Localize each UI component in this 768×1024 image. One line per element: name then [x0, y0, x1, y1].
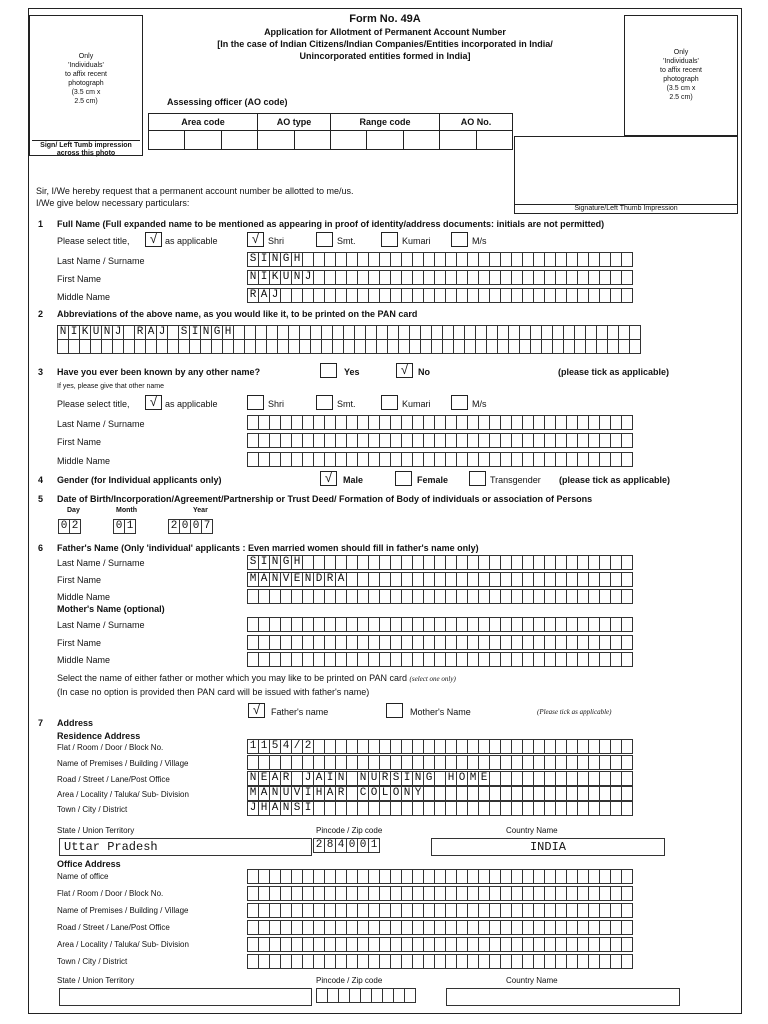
char-cell[interactable] [621, 954, 633, 969]
char-cell[interactable]: I [302, 801, 314, 816]
char-cell[interactable] [621, 771, 633, 786]
s2-abbrev-grid-2[interactable] [57, 339, 641, 354]
form-number: Form No. 49A [349, 13, 421, 25]
char-cell[interactable]: G [280, 555, 292, 570]
char-cell[interactable]: A [258, 572, 270, 587]
char-cell[interactable]: 0 [58, 519, 70, 534]
s3-smt-checkbox[interactable] [316, 395, 333, 410]
s7-flat-label: Flat / Room / Door / Block No. [57, 743, 164, 752]
s6-mother-middle-grid[interactable] [247, 652, 633, 667]
s7-premises-label: Name of Premises / Building / Village [57, 759, 189, 768]
s7-residence-title: Residence Address [57, 731, 141, 741]
s7-state-label: State / Union Territory [57, 826, 135, 835]
char-cell[interactable]: 0 [190, 519, 202, 534]
s1-last-label: Last Name / Surname [57, 256, 145, 266]
char-cell[interactable] [621, 589, 633, 604]
char-cell[interactable]: U [280, 270, 292, 285]
char-cell[interactable]: K [79, 325, 91, 340]
char-cell[interactable]: 4 [280, 739, 292, 754]
s1-shri-checkbox[interactable] [247, 232, 264, 247]
char-cell[interactable]: N [101, 325, 113, 340]
s1-kumari-label: Kumari [402, 236, 431, 246]
char-cell[interactable]: I [258, 555, 270, 570]
char-cell[interactable] [404, 988, 416, 1003]
char-cell[interactable]: / [291, 739, 303, 754]
char-cell[interactable]: H [291, 252, 303, 267]
char-cell[interactable]: R [134, 325, 146, 340]
char-cell[interactable] [621, 572, 633, 587]
char-cell[interactable] [629, 339, 641, 354]
ao-cell[interactable] [185, 131, 221, 150]
tick-icon: √ [400, 362, 409, 377]
form-subtitle-2: Unincorporated entities formed in India] [299, 51, 471, 61]
s6-mother-title: Mother's Name (optional) [57, 604, 165, 614]
char-cell[interactable] [621, 755, 633, 770]
s3-example-checkbox [145, 395, 162, 410]
s6-middle-label: Middle Name [57, 592, 111, 602]
char-cell[interactable]: S [291, 801, 303, 816]
char-cell[interactable] [621, 920, 633, 935]
char-cell[interactable]: 0 [179, 519, 191, 534]
s7-office-country-field[interactable] [446, 988, 680, 1006]
s4-number: 4 [38, 475, 44, 485]
char-cell[interactable]: 7 [201, 519, 213, 534]
s3-title: Have you ever been known by any other name? [57, 367, 261, 377]
char-cell[interactable]: M [247, 786, 259, 801]
s6-mothers-name-label: Mother's Name [410, 707, 471, 717]
char-cell[interactable]: 0 [113, 519, 125, 534]
char-cell[interactable]: A [258, 786, 270, 801]
char-cell[interactable]: J [269, 288, 281, 303]
ao-no-header: AO No. [440, 114, 513, 131]
char-cell[interactable]: S [247, 555, 259, 570]
s3-ms-checkbox[interactable] [451, 395, 468, 410]
s3-last-label: Last Name / Surname [57, 419, 145, 429]
s7-office-flat-label: Flat / Room / Door / Block No. [57, 889, 164, 898]
ao-cell[interactable] [367, 131, 403, 150]
char-cell[interactable]: N [269, 572, 281, 587]
s6-select-note-text: Select the name of either father or mother which you may like to be printed on PAN card [57, 673, 408, 683]
tick-icon: √ [149, 231, 158, 246]
s3-middle-name-grid[interactable] [247, 452, 633, 467]
s3-first-name-grid[interactable] [247, 433, 633, 448]
s6-last-label: Last Name / Surname [57, 558, 145, 568]
char-cell[interactable]: N [302, 572, 314, 587]
char-cell[interactable]: I [401, 771, 413, 786]
char-cell[interactable]: U [368, 771, 380, 786]
char-cell[interactable]: 0 [357, 838, 369, 853]
s2-abbrev-grid-1[interactable] [57, 325, 641, 340]
char-cell[interactable]: 4 [335, 838, 347, 853]
char-cell[interactable]: J [302, 771, 314, 786]
char-cell[interactable]: I [258, 270, 270, 285]
s3-kumari-label: Kumari [402, 399, 431, 409]
char-cell[interactable]: O [368, 786, 380, 801]
char-cell[interactable]: G [280, 252, 292, 267]
s5-year-grid[interactable] [168, 519, 213, 534]
s6-number: 6 [38, 543, 44, 553]
char-cell[interactable] [621, 869, 633, 884]
s5-number: 5 [38, 494, 44, 504]
s4-male-label: Male [343, 475, 364, 485]
s7-number: 7 [38, 718, 44, 728]
char-cell[interactable]: 2 [168, 519, 180, 534]
s2-number: 2 [38, 309, 44, 319]
char-cell[interactable]: A [269, 771, 281, 786]
s1-smt-checkbox[interactable] [316, 232, 333, 247]
signature-caption: Signature/Left Thumb Impression [515, 204, 737, 212]
s7-res-road-grid[interactable] [247, 771, 633, 786]
s6-fathers-name-label: Father's name [271, 707, 329, 717]
s6-tick-note: (Please tick as applicable) [537, 708, 612, 716]
s7-office-flat-grid[interactable] [247, 886, 633, 901]
char-cell[interactable]: N [247, 771, 259, 786]
s1-example-checkbox [145, 232, 162, 247]
s7-office-premises-grid[interactable] [247, 903, 633, 918]
s1-smt-label: Smt. [337, 236, 356, 246]
s1-as-applicable: as applicable [165, 236, 218, 246]
s7-office-road-grid[interactable] [247, 920, 633, 935]
char-cell[interactable]: N [269, 555, 281, 570]
s7-country-value: INDIA [529, 840, 566, 854]
s7-res-state-field[interactable] [59, 838, 312, 856]
s3-tick-note: (please tick as applicable) [558, 367, 670, 377]
char-cell[interactable]: J [112, 325, 124, 340]
s3-number: 3 [38, 367, 44, 377]
char-cell[interactable] [621, 433, 633, 448]
s4-title: Gender (for Individual applicants only) [57, 475, 222, 485]
char-cell[interactable] [621, 801, 633, 816]
s1-first-name-grid[interactable] [247, 270, 633, 285]
char-cell[interactable]: N [269, 786, 281, 801]
char-cell[interactable]: N [335, 771, 347, 786]
ao-area-code-header: Area code [149, 114, 258, 131]
photo-caption-left: Sign/ Left Tumb impression across this photo [32, 140, 140, 158]
s6-mother-first-grid[interactable] [247, 635, 633, 650]
char-cell[interactable]: A [324, 786, 336, 801]
char-cell[interactable] [621, 903, 633, 918]
char-cell[interactable]: S [178, 325, 190, 340]
char-cell[interactable]: D [313, 572, 325, 587]
char-cell[interactable]: U [90, 325, 102, 340]
char-cell[interactable]: N [357, 771, 369, 786]
s1-number: 1 [38, 219, 44, 229]
char-cell[interactable]: E [478, 771, 490, 786]
s7-town-label: Town / City / District [57, 805, 128, 814]
s3-no-label: No [418, 367, 430, 377]
photo-instruction-right: Only 'Individuals' to affix recent photograph (3.5 cm x 2.5 cm) [660, 49, 702, 101]
s6-title: Father's Name (Only 'individual' applicants : Even married women should fill in father's name only) [57, 543, 479, 553]
s3-subnote: If yes, please give that other name [57, 383, 165, 390]
s5-title: Date of Birth/Incorporation/Agreement/Partnership or Trust Deed/ Formation of Body of individuals or association of Persons [57, 494, 593, 504]
char-cell[interactable] [621, 739, 633, 754]
char-cell[interactable]: H [313, 786, 325, 801]
s7-office-area-grid[interactable] [247, 937, 633, 952]
char-cell[interactable] [621, 937, 633, 952]
char-cell[interactable] [629, 325, 641, 340]
char-cell[interactable] [621, 886, 633, 901]
char-cell[interactable]: N [291, 270, 303, 285]
s6-father-last-grid[interactable] [247, 555, 633, 570]
s4-male-checkbox[interactable] [320, 471, 337, 486]
s1-shri-label: Shri [268, 236, 285, 246]
intro-line-1: Sir, I/We hereby request that a permanent account number be allotted to me/us. [36, 186, 354, 196]
s1-kumari-checkbox[interactable] [381, 232, 398, 247]
char-cell[interactable]: 1 [258, 739, 270, 754]
char-cell[interactable] [621, 288, 633, 303]
s6-select-one-only: (select one only) [409, 675, 456, 683]
char-cell[interactable]: S [247, 252, 259, 267]
char-cell[interactable]: 5 [269, 739, 281, 754]
char-cell[interactable] [621, 617, 633, 632]
s7-office-name-label: Name of office [57, 872, 109, 881]
s6-mother-first-label: First Name [57, 638, 102, 648]
char-cell[interactable]: H [445, 771, 457, 786]
char-cell[interactable]: N [401, 786, 413, 801]
char-cell[interactable]: K [269, 270, 281, 285]
s5-month-grid[interactable] [113, 519, 136, 534]
char-cell[interactable]: J [247, 801, 259, 816]
char-cell[interactable] [621, 635, 633, 650]
ao-type-header: AO type [258, 114, 331, 131]
s7-res-town-grid[interactable] [247, 801, 633, 816]
s1-middle-label: Middle Name [57, 292, 111, 302]
s6-mothers-name-checkbox[interactable] [386, 703, 403, 718]
char-cell[interactable]: R [280, 771, 292, 786]
s6-select-note [57, 673, 456, 683]
char-cell[interactable]: E [258, 771, 270, 786]
s5-day-grid[interactable] [58, 519, 81, 534]
char-cell[interactable]: G [423, 771, 435, 786]
char-cell[interactable]: I [324, 771, 336, 786]
s7-office-pincode-grid[interactable] [316, 988, 416, 1003]
char-cell[interactable]: 0 [346, 838, 358, 853]
char-cell[interactable]: 2 [302, 739, 314, 754]
s3-as-applicable: as applicable [165, 399, 218, 409]
char-cell[interactable]: R [379, 771, 391, 786]
s3-first-label: First Name [57, 437, 102, 447]
char-cell[interactable]: C [357, 786, 369, 801]
ao-label: Assessing officer (AO code) [167, 97, 288, 107]
char-cell[interactable] [621, 786, 633, 801]
s3-last-name-grid[interactable] [247, 415, 633, 430]
char-cell[interactable]: N [57, 325, 69, 340]
char-cell[interactable]: A [335, 572, 347, 587]
s1-first-label: First Name [57, 274, 102, 284]
s3-ms-label: M/s [472, 399, 487, 409]
intro-line-2: I/We give below necessary particulars: [36, 198, 190, 208]
ao-cell[interactable] [149, 131, 185, 150]
char-cell[interactable] [621, 555, 633, 570]
char-cell[interactable]: A [269, 801, 281, 816]
s6-default-note: (In case no option is provided then PAN card will be issued with father's name) [57, 687, 370, 697]
char-cell[interactable]: V [280, 572, 292, 587]
char-cell[interactable]: U [280, 786, 292, 801]
char-cell[interactable]: I [302, 786, 314, 801]
s7-office-state-field[interactable] [59, 988, 312, 1006]
photo-box-left [29, 15, 143, 156]
char-cell[interactable]: M [467, 771, 479, 786]
char-cell[interactable] [621, 252, 633, 267]
s7-road-label: Road / Street / Lane/Post Office [57, 775, 170, 784]
ao-code-table [148, 113, 513, 150]
s6-mother-last-label: Last Name / Surname [57, 620, 145, 630]
char-cell[interactable]: 2 [313, 838, 325, 853]
s3-yes-checkbox[interactable] [320, 363, 337, 378]
char-cell[interactable]: R [247, 288, 259, 303]
s7-state-value: Uttar Pradesh [64, 840, 158, 854]
char-cell[interactable]: L [379, 786, 391, 801]
char-cell[interactable]: I [258, 252, 270, 267]
char-cell[interactable]: H [222, 325, 234, 340]
s7-pincode-label: Pincode / Zip code [316, 826, 383, 835]
char-cell[interactable]: E [291, 572, 303, 587]
char-cell[interactable]: 8 [324, 838, 336, 853]
ao-cell[interactable] [294, 131, 331, 150]
s5-month-label: Month [116, 507, 137, 514]
s7-office-premises-label: Name of Premises / Building / Village [57, 906, 189, 915]
char-cell[interactable]: A [145, 325, 157, 340]
char-cell[interactable]: A [313, 771, 325, 786]
form-title: Application for Allotment of Permanent Account Number [264, 27, 506, 37]
s6-father-middle-grid[interactable] [247, 589, 633, 604]
s6-father-first-grid[interactable] [247, 572, 633, 587]
char-cell[interactable]: N [412, 771, 424, 786]
char-cell[interactable]: I [189, 325, 201, 340]
char-cell[interactable]: N [269, 252, 281, 267]
char-cell[interactable]: M [247, 572, 259, 587]
s7-office-state-label: State / Union Territory [57, 976, 135, 985]
s4-tick-note: (please tick as applicable) [559, 475, 671, 485]
char-cell[interactable]: O [456, 771, 468, 786]
s3-shri-checkbox[interactable] [247, 395, 264, 410]
tick-icon: √ [149, 394, 158, 409]
s7-res-premises-grid[interactable] [247, 755, 633, 770]
char-cell[interactable]: S [390, 771, 402, 786]
char-cell[interactable]: 2 [69, 519, 81, 534]
s1-title: Full Name (Full expanded name to be mentioned as appearing in proof of identity/address documents: initials are not permitted) [57, 219, 605, 229]
s1-ms-label: M/s [472, 236, 487, 246]
char-cell[interactable]: 1 [368, 838, 380, 853]
s7-office-area-label: Area / Locality / Taluka/ Sub- Division [57, 940, 189, 949]
tick-icon: √ [324, 470, 333, 485]
s4-female-checkbox[interactable] [395, 471, 412, 486]
s1-select-title: Please select title, [57, 236, 130, 246]
signature-box[interactable] [514, 136, 738, 214]
s7-res-country-field[interactable] [431, 838, 665, 856]
s7-office-pincode-label: Pincode / Zip code [316, 976, 383, 985]
s4-female-label: Female [417, 475, 449, 485]
s1-middle-name-grid[interactable] [247, 288, 633, 303]
char-cell[interactable] [621, 652, 633, 667]
s7-title: Address [57, 718, 94, 728]
ao-cell[interactable] [221, 131, 257, 150]
char-cell[interactable]: J [156, 325, 168, 340]
s4-transgender-label: Transgender [490, 475, 541, 485]
s7-office-name-grid[interactable] [247, 869, 633, 884]
char-cell[interactable]: N [247, 270, 259, 285]
s3-smt-label: Smt. [337, 399, 356, 409]
s2-title: Abbreviations of the above name, as you would like it, to be printed on the PAN card [57, 309, 418, 319]
char-cell[interactable]: G [211, 325, 223, 340]
char-cell[interactable]: R [324, 572, 336, 587]
s3-middle-label: Middle Name [57, 456, 111, 466]
s7-office-town-label: Town / City / District [57, 957, 128, 966]
char-cell[interactable]: N [280, 801, 292, 816]
char-cell[interactable]: N [200, 325, 212, 340]
s1-last-name-grid[interactable] [247, 252, 633, 267]
s6-mother-last-grid[interactable] [247, 617, 633, 632]
char-cell[interactable]: O [390, 786, 402, 801]
ao-cell[interactable] [258, 131, 295, 150]
ao-cell[interactable] [440, 131, 477, 150]
s7-res-area-grid[interactable] [247, 786, 633, 801]
s7-country-label: Country Name [506, 826, 558, 835]
char-cell[interactable]: A [258, 288, 270, 303]
s6-first-label: First Name [57, 575, 102, 585]
s7-res-pincode-grid[interactable] [313, 838, 380, 853]
s4-transgender-checkbox[interactable] [469, 471, 486, 486]
s7-res-flat-grid[interactable] [247, 739, 633, 754]
char-cell[interactable]: Y [412, 786, 424, 801]
s3-kumari-checkbox[interactable] [381, 395, 398, 410]
char-cell[interactable]: R [335, 786, 347, 801]
char-cell[interactable]: H [291, 555, 303, 570]
s5-year-label: Year [193, 507, 208, 514]
s7-office-title: Office Address [57, 859, 121, 869]
char-cell[interactable] [621, 270, 633, 285]
s3-no-checkbox[interactable] [396, 363, 413, 378]
char-cell[interactable]: V [291, 786, 303, 801]
char-cell[interactable]: H [258, 801, 270, 816]
s7-area-label: Area / Locality / Taluka/ Sub- Division [57, 790, 189, 799]
s3-select-title: Please select title, [57, 399, 130, 409]
ao-range-code-header: Range code [331, 114, 440, 131]
char-cell[interactable] [621, 415, 633, 430]
s5-day-label: Day [67, 507, 80, 514]
s3-shri-label: Shri [268, 399, 285, 409]
ao-cell[interactable] [476, 131, 513, 150]
s7-office-country-label: Country Name [506, 976, 558, 985]
tick-icon: √ [251, 231, 260, 246]
char-cell[interactable]: J [302, 270, 314, 285]
s7-office-road-label: Road / Street / Lane/Post Office [57, 923, 170, 932]
char-cell[interactable]: I [68, 325, 80, 340]
char-cell[interactable]: 1 [247, 739, 259, 754]
s6-mother-middle-label: Middle Name [57, 655, 111, 665]
ao-cell[interactable] [403, 131, 439, 150]
form-subtitle-1: [In the case of Indian Citizens/Indian Companies/Entities incorporated in India/ [217, 39, 553, 49]
char-cell[interactable] [621, 452, 633, 467]
photo-box-right [624, 15, 738, 136]
s6-fathers-name-checkbox[interactable] [248, 703, 265, 718]
s1-ms-checkbox[interactable] [451, 232, 468, 247]
char-cell[interactable]: 1 [124, 519, 136, 534]
photo-instruction-left: Only 'Individuals' to affix recent photograph (3.5 cm x 2.5 cm) [65, 53, 107, 105]
ao-cell[interactable] [331, 131, 367, 150]
tick-icon: √ [252, 702, 261, 717]
s3-yes-label: Yes [344, 367, 360, 377]
s7-office-town-grid[interactable] [247, 954, 633, 969]
